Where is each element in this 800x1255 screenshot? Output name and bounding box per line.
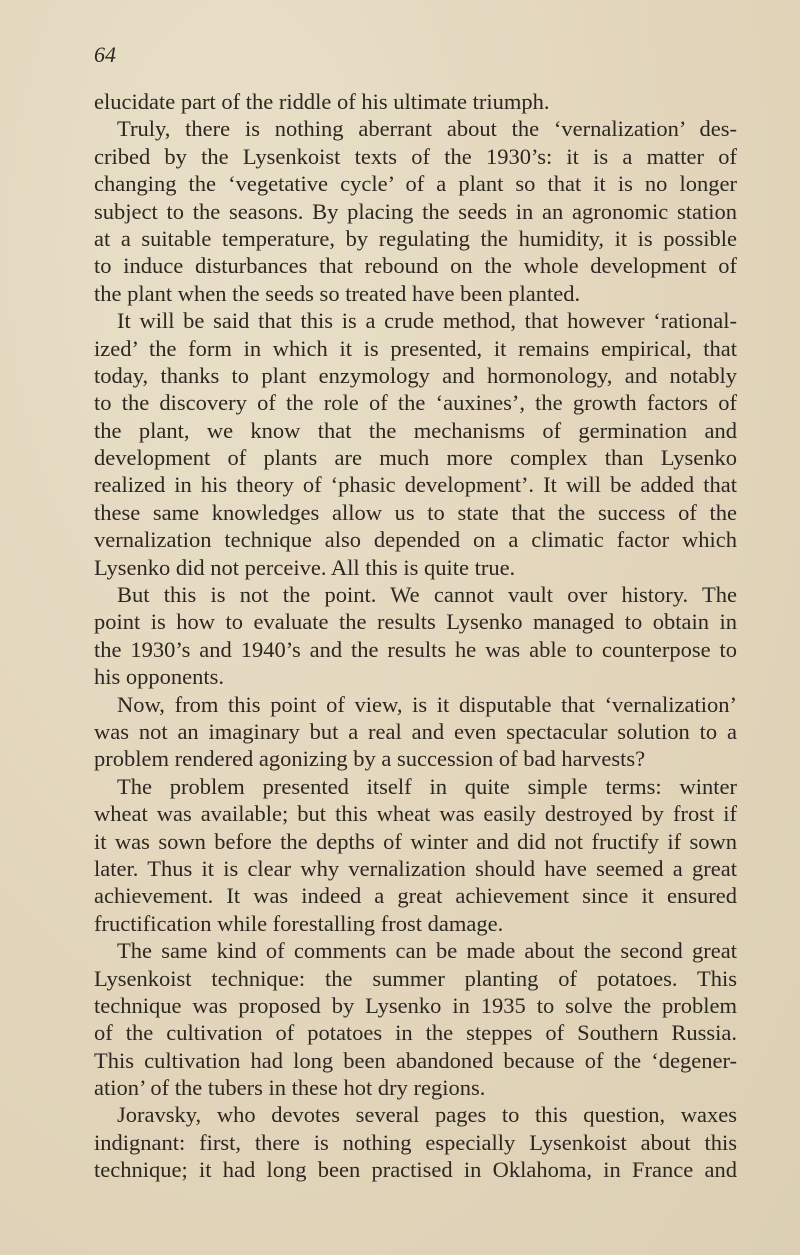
- text-line: elucidate part of the riddle of his ultimate triumph.: [94, 89, 550, 114]
- text-line: his opponents.: [94, 664, 225, 690]
- paragraph-first-line: It will be said that this is a crude method, that however ‘rational-: [117, 308, 737, 334]
- paragraph-first-line: But this is not the point. We cannot vault over history. The: [117, 582, 737, 608]
- text-line: This cultivation had long been abandoned because of the ‘degener-: [94, 1047, 737, 1073]
- text-line: point is how to evaluate the results Lysenko managed to obtain in: [94, 609, 737, 635]
- paragraph-first-line: The problem presented itself in quite simple terms: winter: [117, 773, 737, 799]
- text-line: technique was proposed by Lysenko in 1935 to solve the problem: [94, 992, 737, 1018]
- text-line: realized in his theory of ‘phasic development’. It will be added that: [94, 472, 737, 498]
- text-line: development of plants are much more complex than Lysenko: [94, 445, 737, 471]
- text-line: was not an imaginary but a real and even spectacular solution to a: [94, 718, 737, 744]
- text-line: problem rendered agonizing by a succession of bad harvests?: [94, 746, 646, 772]
- text-line: Lysenkoist technique: the summer planting of potatoes. This: [94, 965, 737, 991]
- text-line: the plant when the seeds so treated have been planted.: [94, 280, 581, 306]
- paragraph-first-line: Joravsky, who devotes several pages to this question, waxes: [117, 1102, 737, 1128]
- text-line: to the discovery of the role of the ‘auxines’, the growth factors of: [94, 390, 737, 416]
- text-line: Lysenko did not perceive. All this is quite true.: [94, 554, 516, 580]
- text-line: of the cultivation of potatoes in the steppes of Southern Russia.: [94, 1020, 737, 1046]
- text-line: at a suitable temperature, by regulating the humidity, it is possible: [94, 225, 737, 251]
- text-line: today, thanks to plant enzymology and hormonology, and notably: [94, 362, 737, 388]
- text-line: ation’ of the tubers in these hot dry regions.: [94, 1075, 486, 1101]
- text-line: achievement. It was indeed a great achievement since it ensured: [94, 883, 737, 909]
- text-line: the plant, we know that the mechanisms of germination and: [94, 417, 737, 443]
- text-line: technique; it had long been practised in Oklahoma, in France and: [94, 1157, 737, 1183]
- text-line: ized’ the form in which it is presented, it remains empirical, that: [94, 335, 737, 361]
- text-line: it was sown before the depths of winter and did not fructify if sown: [94, 828, 737, 854]
- paragraph-first-line: Now, from this point of view, is it disputable that ‘vernalization’: [117, 691, 737, 717]
- text-line: indignant: first, there is nothing especially Lysenkoist about this: [94, 1129, 737, 1155]
- text-line: to induce disturbances that rebound on the whole development of: [94, 253, 737, 279]
- text-line: wheat was available; but this wheat was easily destroyed by frost if: [94, 801, 737, 827]
- text-line: vernalization technique also depended on a climatic factor which: [94, 527, 737, 553]
- text-line: these same knowledges allow us to state that the success of the: [94, 499, 737, 525]
- text-line: changing the ‘vegetative cycle’ of a plant so that it is no longer: [94, 171, 737, 197]
- paragraph-first-line: Truly, there is nothing aberrant about the ‘vernalization’ des-: [117, 116, 737, 142]
- text-line: cribed by the Lysenkoist texts of the 1930’s: it is a matter of: [94, 143, 737, 169]
- body-text: [94, 88, 737, 1184]
- text-line: fructification while forestalling frost damage.: [94, 910, 504, 936]
- page-number: 64: [94, 42, 116, 67]
- text-line: subject to the seasons. By placing the seeds in an agronomic station: [94, 198, 737, 224]
- paragraph-first-line: The same kind of comments can be made about the second great: [117, 938, 737, 964]
- text-line: the 1930’s and 1940’s and the results he was able to counterpose to: [94, 636, 737, 662]
- text-line: later. Thus it is clear why vernalization should have seemed a great: [94, 855, 737, 881]
